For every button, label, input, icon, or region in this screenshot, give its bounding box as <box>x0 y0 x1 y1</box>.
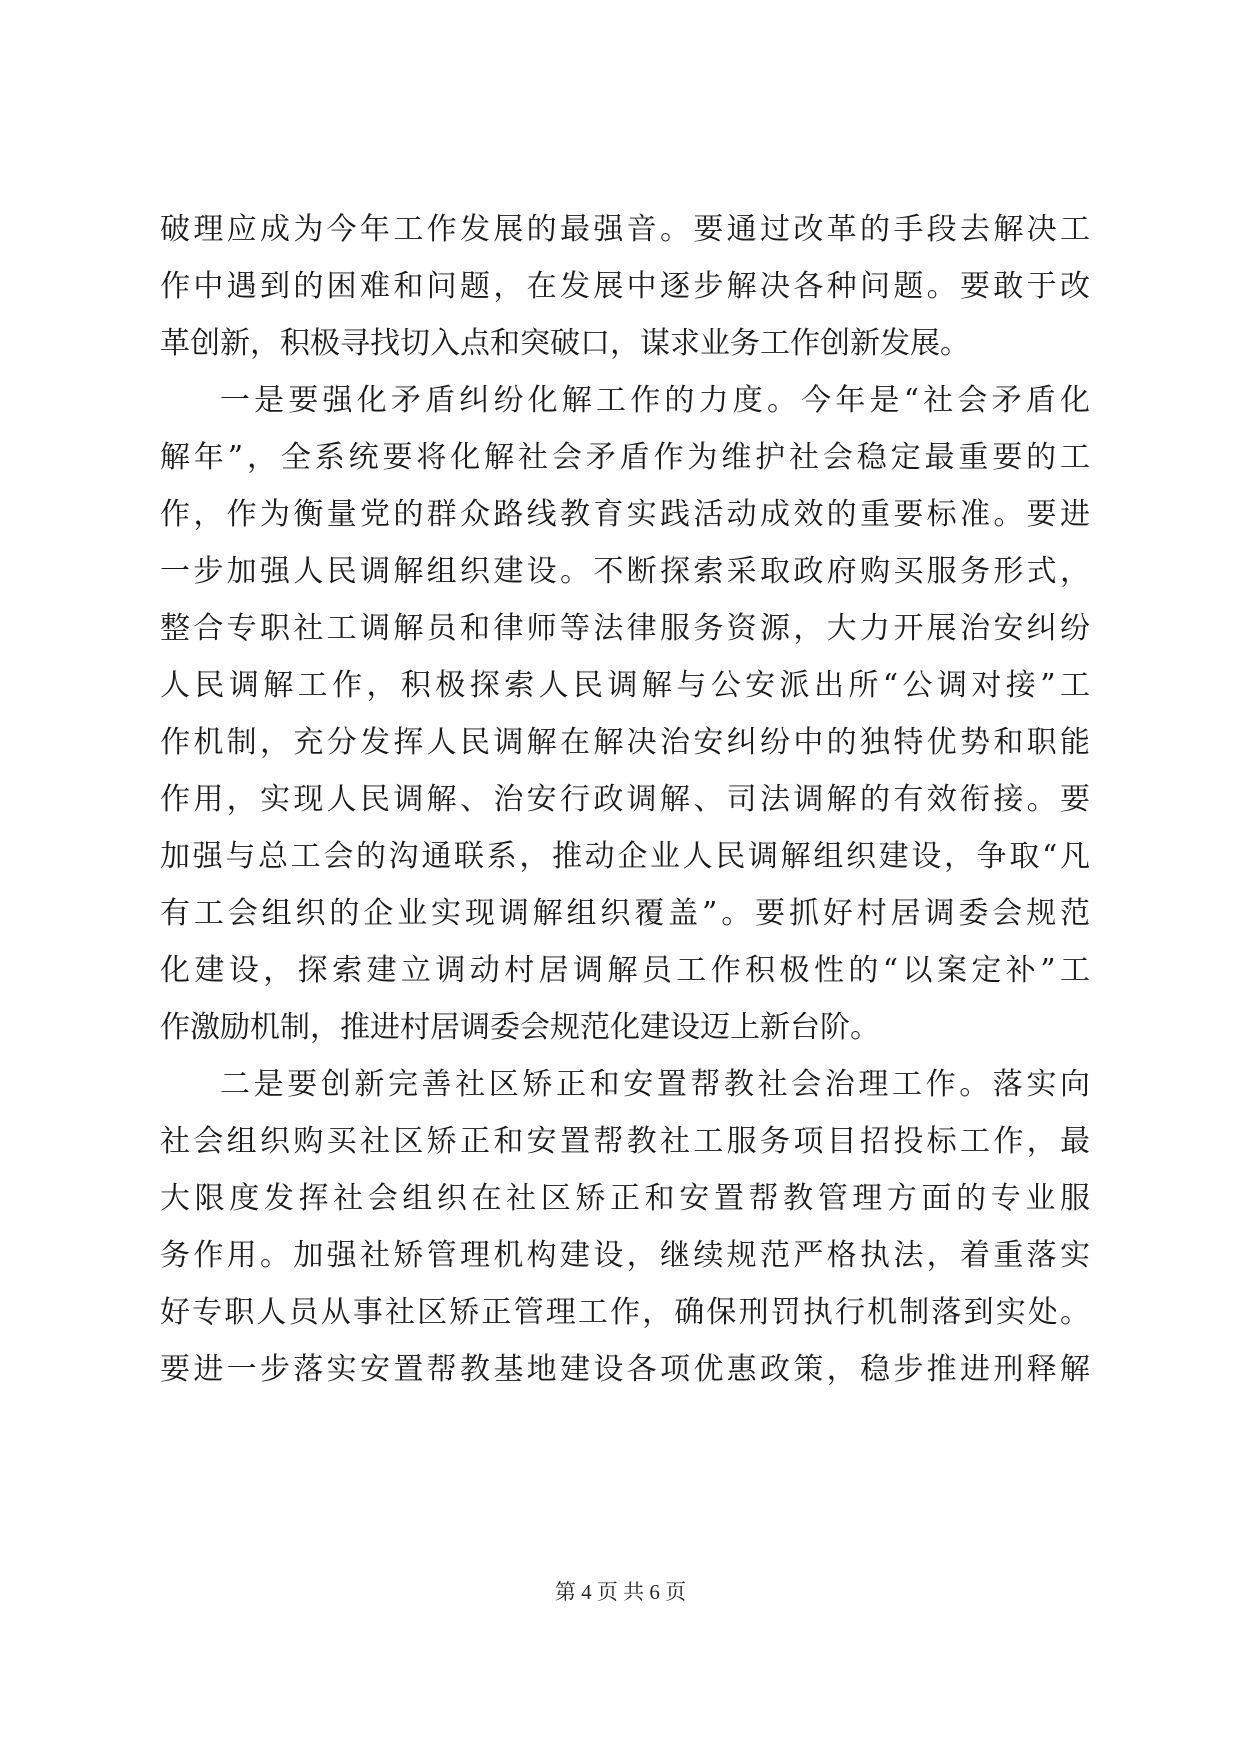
text-line-14: 化建设，探索建立调动村居调解员工作积极性的“以案定补”工 <box>160 953 1090 988</box>
text-line-21: 要进一步落实安置帮教基地建设各项优惠政策，稳步推进刑释解 <box>160 1352 1090 1387</box>
text-line-16: 二是要创新完善社区矫正和安置帮教社会治理工作。落实向 <box>220 1067 1090 1102</box>
text-line-20: 好专职人员从事社区矫正管理工作，确保刑罚执行机制落到实处。 <box>160 1295 1090 1330</box>
text-line-15: 作激励机制，推进村居调委会规范化建设迈上新台阶。 <box>160 1010 880 1045</box>
text-line-17: 社会组织购买社区矫正和安置帮教社工服务项目招投标工作，最 <box>160 1124 1090 1159</box>
text-line-19: 务作用。加强社矫管理机构建设，继续规范严格执法，着重落实 <box>160 1238 1090 1273</box>
text-line-1: 破理应成为今年工作发展的最强音。要通过改革的手段去解决工 <box>160 212 1090 247</box>
text-line-12: 加强与总工会的沟通联系，推动企业人民调解组织建设，争取“凡 <box>160 839 1090 874</box>
text-line-11: 作用，实现人民调解、治安行政调解、司法调解的有效衔接。要 <box>160 782 1090 817</box>
text-line-6: 作，作为衡量党的群众路线教育实践活动成效的重要标准。要进 <box>160 497 1090 532</box>
page-number-footer: 第 4 页 共 6 页 <box>554 1580 687 1604</box>
text-line-18: 大限度发挥社会组织在社区矫正和安置帮教管理方面的专业服 <box>160 1181 1090 1216</box>
text-line-8: 整合专职社工调解员和律师等法律服务资源，大力开展治安纠纷 <box>160 611 1090 646</box>
text-line-7: 一步加强人民调解组织建设。不断探索采取政府购买服务形式， <box>160 554 1090 589</box>
text-line-3: 革创新，积极寻找切入点和突破口，谋求业务工作创新发展。 <box>160 326 970 361</box>
text-line-9: 人民调解工作，积极探索人民调解与公安派出所“公调对接”工 <box>160 668 1090 703</box>
text-line-5: 解年”，全系统要将化解社会矛盾作为维护社会稳定最重要的工 <box>160 440 1090 475</box>
text-line-4: 一是要强化矛盾纠纷化解工作的力度。今年是“社会矛盾化 <box>220 383 1090 418</box>
text-line-2: 作中遇到的困难和问题，在发展中逐步解决各种问题。要敢于改 <box>160 269 1090 304</box>
text-line-10: 作机制，充分发挥人民调解在解决治安纠纷中的独特优势和职能 <box>160 725 1090 760</box>
text-line-13: 有工会组织的企业实现调解组织覆盖”。要抓好村居调委会规范 <box>160 896 1090 931</box>
